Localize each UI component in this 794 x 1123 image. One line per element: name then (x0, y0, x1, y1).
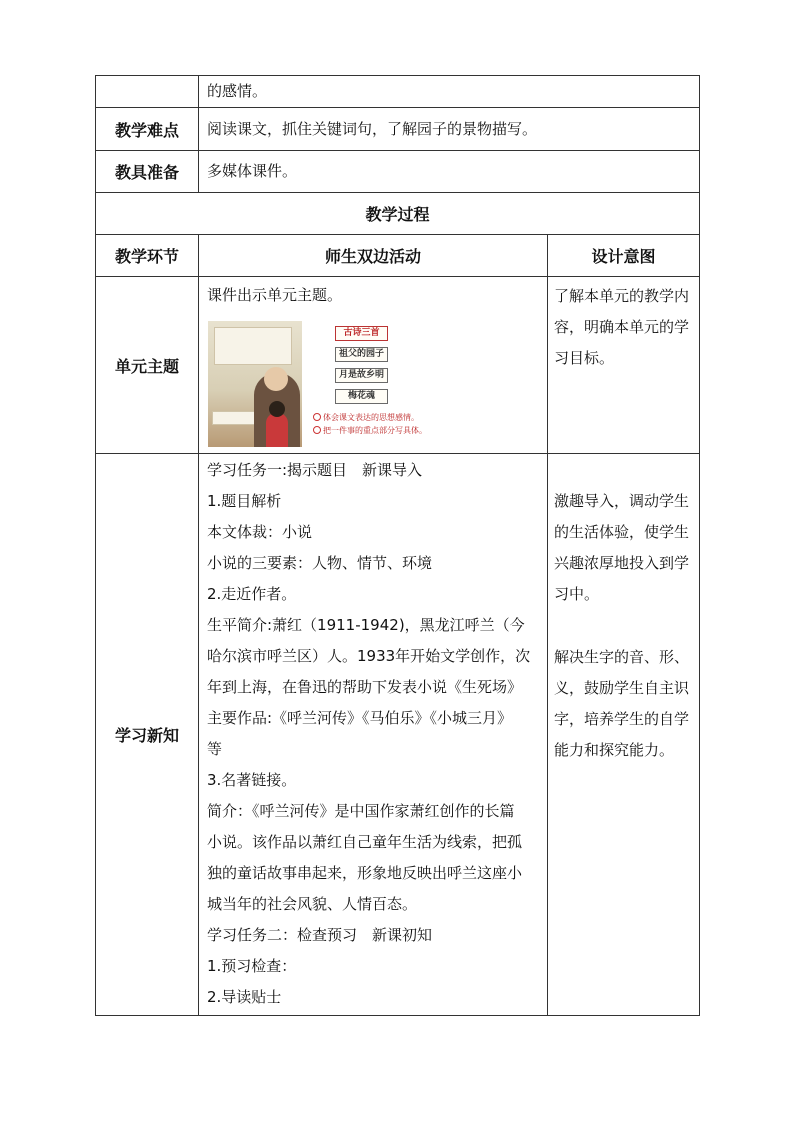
learn-line-13: 独的童话故事串起来，形象地反映出呼兰这座小 (207, 864, 523, 882)
learn-intent-1: 激趣导入，调动学生的生活体验，使学生兴趣浓厚地投入到学习中。 (554, 492, 690, 603)
row-process-header (96, 193, 700, 235)
learn-line-9: 等 (207, 740, 223, 758)
learn-line-5: 生平简介:萧红（1911-1942)，黑龙江呼兰（今 (207, 616, 525, 634)
grandpa-head (264, 367, 288, 391)
row-learn-new (96, 454, 700, 1016)
learn-line-3: 小说的三要素：人物、情节、环境 (207, 554, 433, 572)
learn-line-2: 本文体裁：小说 (207, 523, 313, 541)
learn-line-12: 小说。该作品以萧红自己童年生活为线索，把孤 (207, 833, 523, 851)
lesson-plan-table (95, 75, 700, 1016)
row-emotion-continued (96, 76, 700, 108)
difficulty-text: 阅读课文，抓住关键词句，了解园子的景物描写。 (207, 119, 538, 138)
learn-line-8: 主要作品:《呼兰河传》《马伯乐》《小城三月》 (207, 709, 513, 727)
process-header: 教学过程 (96, 193, 700, 235)
unit-goal-1: 体会课文表达的思想感情。 (313, 413, 443, 423)
tools-text: 多媒体课件。 (207, 162, 298, 180)
tools-label: 教具准备 (96, 151, 199, 193)
learn-line-0: 学习任务一:揭示题目 新课导入 (207, 461, 423, 479)
unit-activity-text: 课件出示单元主题。 (207, 286, 343, 304)
learn-line-16: 1.预习检查： (207, 957, 297, 975)
row-difficulty (96, 108, 700, 151)
learn-line-17: 2.导读贴士 (207, 988, 282, 1006)
emotion-text: 的感情。 (207, 82, 268, 100)
unit-intent-text: 了解本单元的教学内容，明确本单元的学习目标。 (554, 287, 690, 367)
row-tools (96, 151, 700, 193)
unit-goal-2: 把一件事的重点部分写具体。 (313, 426, 443, 436)
learn-line-11: 简介：《呼兰河传》是中国作家萧红创作的长篇 (207, 802, 515, 820)
unit-theme-image (208, 321, 441, 447)
intro-note (214, 327, 292, 365)
learn-line-4: 2.走近作者。 (207, 585, 297, 603)
column-header-stage: 教学环节 (96, 235, 199, 277)
lesson-tag-4: 梅花魂 (335, 389, 388, 404)
row-column-headers (96, 235, 700, 277)
column-header-intent: 设计意图 (548, 235, 700, 277)
row-unit-theme (96, 277, 700, 454)
lesson-tag-3: 月是故乡明 (335, 368, 388, 383)
learn-intent-2: 解决生字的音、形、义，鼓励学生自主识字，培养学生的自学能力和探究能力。 (554, 648, 690, 759)
learn-new-label: 学习新知 (96, 454, 199, 1016)
learn-line-15: 学习任务二：检查预习 新课初知 (207, 926, 433, 944)
lesson-tag-2: 祖父的园子 (335, 347, 388, 362)
small-note (212, 411, 260, 425)
column-header-activity: 师生双边活动 (199, 235, 548, 277)
child-head (269, 401, 285, 417)
child-figure (266, 413, 288, 447)
learn-line-6: 哈尔滨市呼兰区）人。1933年开始文学创作，次 (207, 647, 531, 665)
unit-theme-label: 单元主题 (96, 277, 199, 454)
unit-cover-photo (208, 321, 302, 447)
empty-cell (96, 76, 199, 108)
learn-line-10: 3.名著链接。 (207, 771, 297, 789)
learn-line-1: 1.题目解析 (207, 492, 282, 510)
learn-line-7: 年到上海，在鲁迅的帮助下发表小说《生死场》 (207, 678, 523, 696)
lesson-tag-1: 古诗三首 (335, 326, 388, 341)
difficulty-label: 教学难点 (96, 108, 199, 151)
learn-line-14: 城当年的社会风貌、人情百态。 (207, 895, 418, 913)
